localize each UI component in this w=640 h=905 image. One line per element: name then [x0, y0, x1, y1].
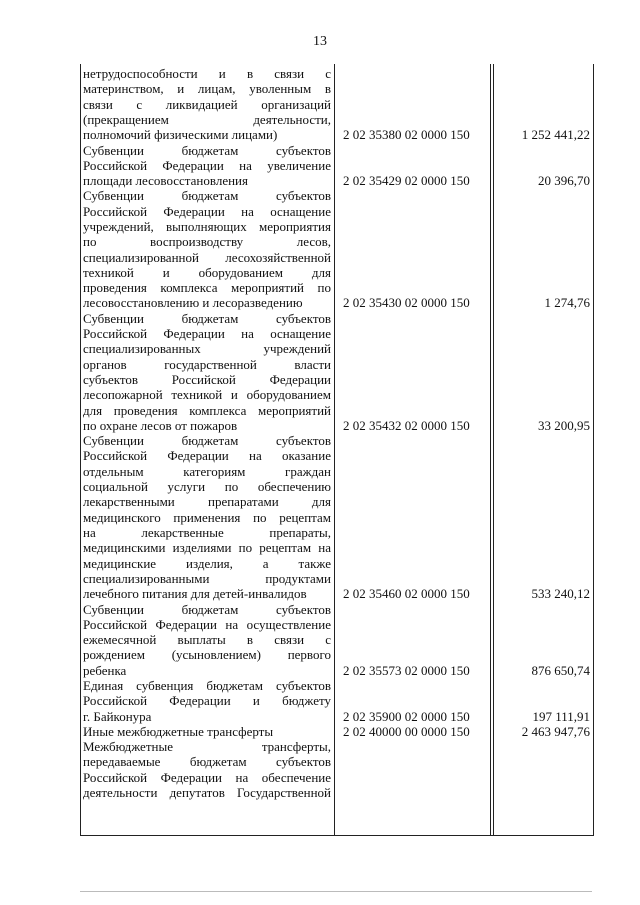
- budget-classification-code: 2 02 35573 02 0000 150: [343, 662, 470, 678]
- row-description: [83, 143, 331, 189]
- description-line: специализированной лесохозяйственной: [83, 249, 331, 265]
- description-line: Межбюджетные трансферты,: [83, 739, 331, 755]
- description-line: лесопожарной техникой и оборудованием: [83, 387, 331, 403]
- table-row: [81, 739, 593, 800]
- description-line: медицинского применения по рецептам: [83, 509, 331, 525]
- budget-table: [80, 64, 594, 836]
- description-line: Субвенции бюджетам субъектов: [83, 142, 331, 158]
- description-line: рождением (усыновлением) первого: [83, 647, 331, 663]
- budget-classification-code: 2 02 40000 00 0000 150: [343, 723, 470, 739]
- description-line: Единая субвенция бюджетам субъектов: [83, 678, 331, 693]
- description-line: для проведения комплекса мероприятий: [83, 402, 331, 418]
- row-description: [83, 724, 331, 739]
- row-description: [83, 311, 331, 433]
- description-line: лекарственными препаратами для: [83, 494, 331, 510]
- description-line: по воспроизводству лесов,: [83, 234, 331, 250]
- description-line: Субвенции бюджетам субъектов: [83, 601, 331, 617]
- budget-classification-code: 2 02 35460 02 0000 150: [343, 586, 470, 602]
- description-line: социальной услуги по обеспечению: [83, 479, 331, 495]
- amount-value: 2 463 947,76: [521, 723, 590, 739]
- description-line: нетрудоспособности и в связи с: [83, 66, 331, 81]
- table-row: [81, 143, 593, 189]
- row-description: [83, 678, 331, 724]
- description-line: специализированных учреждений: [83, 341, 331, 357]
- amount-value: 1 252 441,22: [521, 127, 590, 143]
- budget-classification-code: 2 02 35430 02 0000 150: [343, 295, 470, 311]
- description-line: на лекарственные препараты,: [83, 524, 331, 540]
- table-row: [81, 188, 593, 310]
- description-line: передаваемые бюджетам субъектов: [83, 754, 331, 770]
- description-line: деятельности депутатов Государственной: [83, 785, 331, 801]
- table-row: [81, 602, 593, 679]
- amount-value: 876 650,74: [531, 662, 590, 678]
- description-line: связи с ликвидацией организаций: [83, 96, 331, 112]
- row-description: [83, 602, 331, 678]
- budget-classification-code: 2 02 35429 02 0000 150: [343, 173, 470, 189]
- amount-value: 33 200,95: [538, 417, 590, 433]
- amount-value: 20 396,70: [538, 173, 590, 189]
- budget-classification-code: 2 02 35900 02 0000 150: [343, 708, 470, 724]
- description-line: ребенка: [83, 662, 127, 678]
- description-line: Российской Федерации на увеличение: [83, 157, 331, 173]
- description-line: материнством, и лицам, уволенным в: [83, 81, 331, 97]
- page-number: 13: [313, 34, 327, 49]
- description-line: Российской Федерации на оснащение: [83, 203, 331, 219]
- description-line: г. Байконура: [83, 708, 152, 724]
- description-line: Субвенции бюджетам субъектов: [83, 310, 331, 326]
- budget-classification-code: 2 02 35432 02 0000 150: [343, 417, 470, 433]
- description-line: специализированными продуктами: [83, 570, 331, 586]
- description-line: проведения комплекса мероприятий по: [83, 280, 331, 296]
- description-line: Российской Федерации на оказание: [83, 448, 331, 464]
- description-line: техникой и оборудованием для: [83, 264, 331, 280]
- row-description: [83, 739, 331, 800]
- description-line: (прекращением деятельности,: [83, 111, 331, 127]
- description-line: отдельным категориям граждан: [83, 463, 331, 479]
- description-line: площади лесовосстановления: [83, 173, 248, 189]
- description-line: учреждений, выполняющих мероприятия: [83, 218, 331, 234]
- description-line: Российской Федерации на обеспечение: [83, 769, 331, 785]
- row-description: [83, 188, 331, 310]
- description-line: медицинские изделия, а также: [83, 555, 331, 571]
- description-line: полномочий физическими лицами): [83, 127, 278, 143]
- table-row: [81, 66, 593, 143]
- description-line: лечебного питания для детей-инвалидов: [83, 586, 307, 602]
- description-line: лесовосстановлению и лесоразведению: [83, 295, 303, 311]
- budget-classification-code: 2 02 35380 02 0000 150: [343, 127, 470, 143]
- description-line: Российской Федерации на осуществление: [83, 616, 331, 632]
- description-line: субъектов Российской Федерации: [83, 371, 331, 387]
- description-line: ежемесячной выплаты в связи с: [83, 632, 331, 648]
- description-line: Иные межбюджетные трансферты: [83, 723, 274, 739]
- amount-value: 533 240,12: [531, 586, 590, 602]
- description-line: Российской Федерации и бюджету: [83, 693, 331, 709]
- description-line: Субвенции бюджетам субъектов: [83, 188, 331, 204]
- table-row: [81, 311, 593, 433]
- row-description: [83, 66, 331, 142]
- page-bottom-rule: [80, 891, 592, 892]
- table-row: [81, 678, 593, 724]
- description-line: Российской Федерации на оснащение: [83, 326, 331, 342]
- description-line: медицинскими изделиями по рецептам на: [83, 540, 331, 556]
- description-line: органов государственной власти: [83, 356, 331, 372]
- amount-value: 1 274,76: [544, 295, 590, 311]
- amount-value: 197 111,91: [532, 708, 590, 724]
- description-line: по охране лесов от пожаров: [83, 417, 238, 433]
- row-description: [83, 433, 331, 601]
- description-line: Субвенции бюджетам субъектов: [83, 433, 331, 449]
- table-row: [81, 724, 593, 739]
- table-row: [81, 433, 593, 601]
